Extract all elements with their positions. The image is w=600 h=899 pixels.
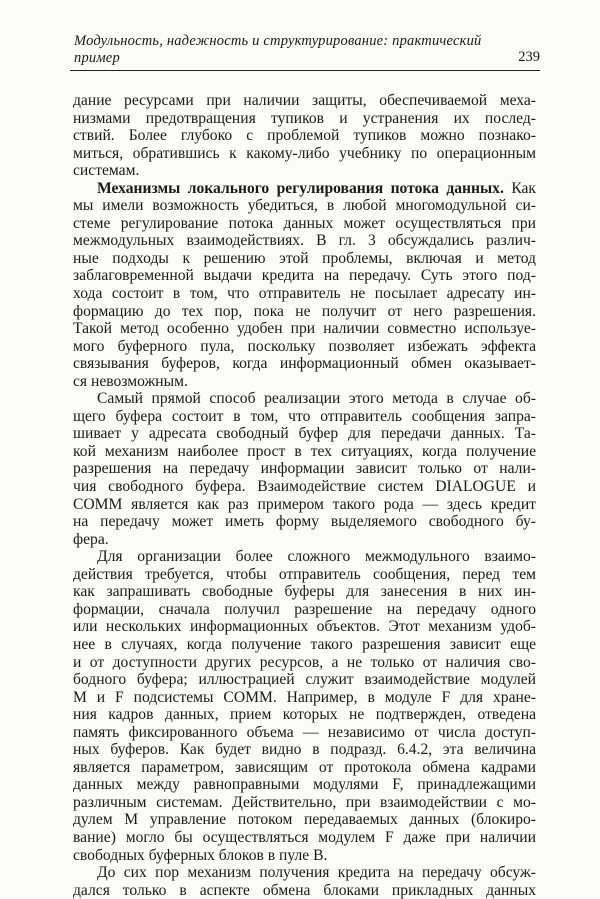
text-line: ных буферов. Как будет видно в подразд. 6.4.2, эта величина: [73, 741, 536, 759]
text-line: формации, сначала получил разрешение на передачу одного: [73, 600, 536, 618]
text-line: как запрашивать свободные буферы для занесения в них ин-: [73, 583, 536, 601]
text-line: фера.: [73, 530, 109, 548]
text-line: связывания буферов, когда информационный обмен оказывает-: [73, 355, 536, 373]
paragraph: [73, 864, 536, 899]
text-line: и от доступности других ресурсов, а не только от наличия сво-: [73, 653, 536, 671]
text-line: [73, 180, 536, 198]
text-line: чия свободного буфера. Взаимодействие систем DIALOGUE и: [73, 478, 536, 496]
page-number: 239: [518, 49, 540, 65]
text-line: ния кадров данных, прием которых не подтвержден, отведена: [73, 706, 536, 724]
text-line: ствий. Более глубоко с проблемой тупиков можно познако-: [73, 127, 536, 145]
text-line: память фиксированного объема — независимо от числа доступ-: [73, 723, 536, 741]
text-line: ные подходы к решению этой проблемы, включая и метод: [73, 249, 536, 267]
text-line: межмодульных взаимодействиях. В гл. 3 обсуждались различ-: [73, 232, 536, 250]
paragraph: [73, 180, 536, 391]
text-line: свободных буферных блоков в пуле B.: [73, 846, 328, 864]
text-line: кой механизм наиболее прост в тех ситуациях, когда получение: [73, 442, 536, 460]
text-line: COMM является как раз примером такого рода — здесь кредит: [73, 495, 536, 513]
text-line: шивает у адресата свободный буфер для передачи данных. Та-: [73, 425, 536, 443]
text-line: дался только в аспекте обмена блоками прикладных данных: [73, 881, 536, 899]
text-line: низмами предотвращения тупиков и устранения их послед-: [73, 109, 536, 127]
paragraph: [73, 548, 536, 864]
paragraph: [73, 390, 536, 548]
text-line: хода состоит в том, что отправитель не посылает адресату ин-: [73, 285, 536, 303]
text-line: бодного буфера; иллюстрацией служит взаимодействие модулей: [73, 671, 536, 689]
text-line: миться, обратившись к какому-либо учебнику по операционным: [73, 144, 536, 162]
text-line: нее в случаях, когда получение такого разрешения зависит еще: [73, 635, 536, 653]
text-line: щего буфера состоит в том, что отправитель сообщения запра-: [73, 407, 536, 425]
running-header: [70, 33, 540, 71]
text-line: Такой метод особенно удобен при наличии совместно используе-: [73, 320, 536, 338]
paragraph: [73, 92, 536, 180]
text-line: дулем M управление потоком передаваемых данных (блокиро-: [73, 811, 536, 829]
text-line: стеме регулирование потока данных может осуществляться при: [73, 214, 536, 232]
text-line: вание) могло бы осуществляться модулем F даже при наличии: [73, 828, 536, 846]
text-line: формацию до тех пор, пока не получит от него разрешения.: [73, 302, 536, 320]
section-heading: Механизмы локального регулирования потока данных.: [97, 179, 504, 197]
text-line: мы имели возможность убедиться, в любой многомодульной си-: [73, 197, 536, 215]
text-line: ся невозможным.: [73, 372, 188, 390]
text-line: мого буферного пула, поскольку позволяет избежать эффекта: [73, 337, 536, 355]
text-line: является параметром, зависящим от протокола обмена кадрами: [73, 758, 536, 776]
page-body: [73, 92, 536, 899]
text-line: Самый прямой способ реализации этого метода в случае об-: [97, 390, 536, 408]
heading-tail: Как: [511, 179, 537, 197]
text-line: Для организации более сложного межмодульного взаимо-: [97, 548, 536, 566]
text-line: дание ресурсами при наличии защиты, обеспечиваемой меха-: [73, 92, 536, 109]
text-line: M и F подсистемы COMM. Например, в модуле F для хране-: [73, 688, 536, 706]
text-line: До сих пор механизм получения кредита на передачу обсуж-: [97, 864, 536, 882]
text-line: заблаговременной выдачи кредита на передачу. Суть этого под-: [73, 267, 536, 285]
text-line: данных между равноправными модулями F, принадлежащими: [73, 776, 536, 794]
text-line: системам.: [73, 162, 140, 180]
running-title: Модульность, надежность и структурирование: практический пример: [74, 33, 482, 66]
text-line: или нескольких информационных объектов. Этот механизм удоб-: [73, 618, 536, 636]
text-line: разрешения на передачу информации зависит только от нали-: [73, 460, 536, 478]
text-line: на передачу может иметь форму выделяемого свободного бу-: [73, 513, 536, 531]
text-line: действия требуется, чтобы отправитель сообщения, перед тем: [73, 565, 536, 583]
text-line: различным системам. Действительно, при взаимодействии с мо-: [73, 793, 536, 811]
